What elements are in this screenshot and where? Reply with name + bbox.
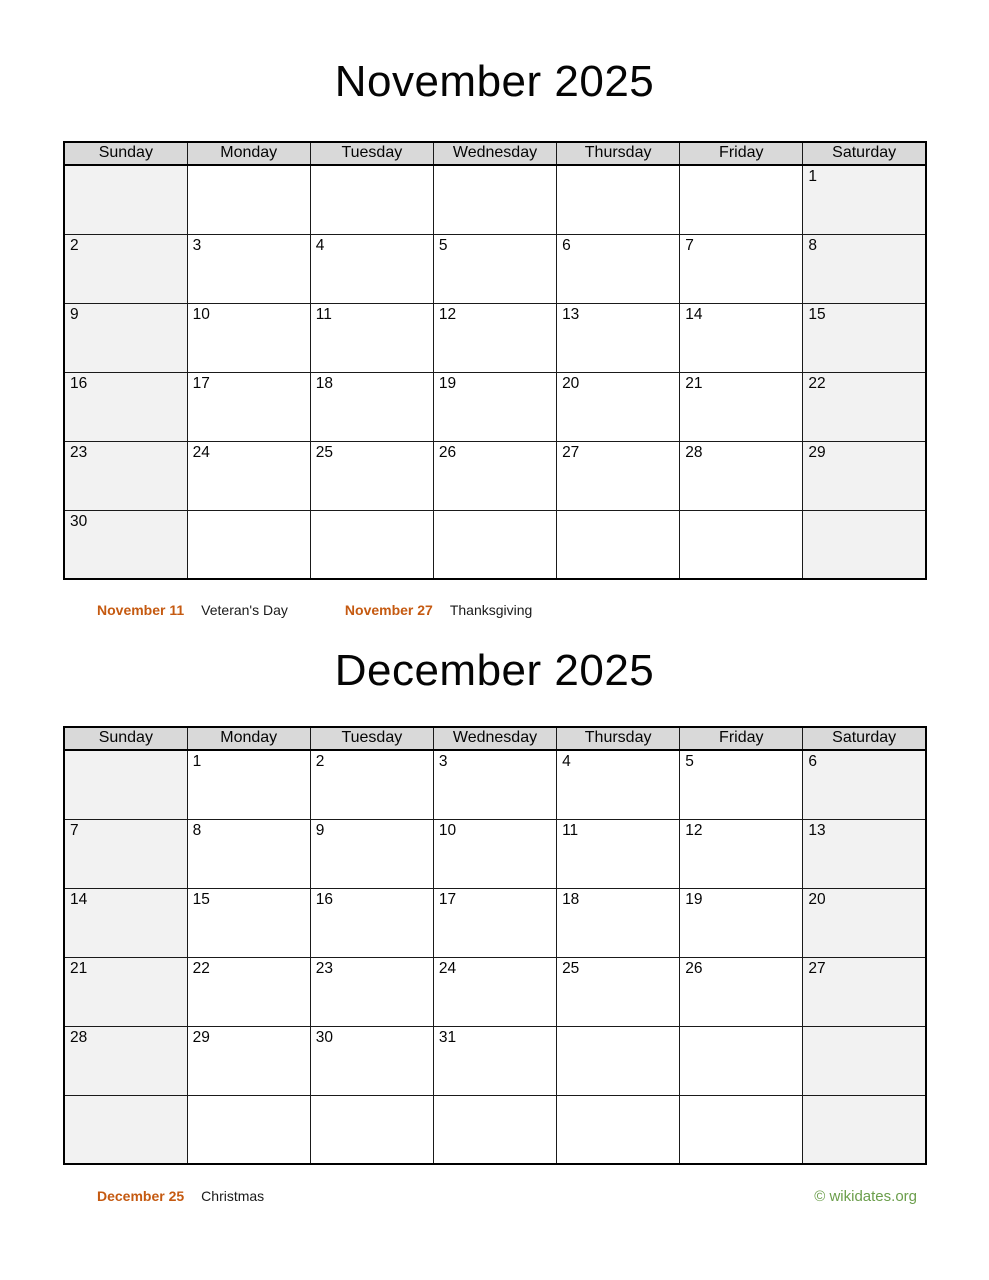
calendar-day-cell: 2	[310, 750, 433, 819]
calendar-day-cell: 10	[433, 819, 556, 888]
copyright-link[interactable]: © wikidates.org	[814, 1188, 917, 1205]
calendar-day-cell: 1	[187, 750, 310, 819]
calendar-day-cell: 4	[557, 750, 680, 819]
calendar-day-cell: 24	[187, 441, 310, 510]
weekday-header-friday: Friday	[680, 727, 803, 750]
calendar-day-cell: 5	[680, 750, 803, 819]
holiday-entry	[97, 1188, 264, 1205]
calendar-day-cell	[433, 1095, 556, 1164]
calendar-week-row	[64, 819, 926, 888]
calendar-day-cell: 14	[64, 888, 187, 957]
calendar-day-cell: 19	[433, 372, 556, 441]
calendar-day-cell: 5	[433, 234, 556, 303]
calendar-day-cell	[557, 165, 680, 234]
calendar-day-cell: 23	[310, 957, 433, 1026]
calendar-day-cell: 6	[803, 750, 926, 819]
calendar-week-row	[64, 888, 926, 957]
calendar-day-cell	[803, 1095, 926, 1164]
calendar-day-cell: 28	[680, 441, 803, 510]
weekday-header-wednesday: Wednesday	[433, 727, 556, 750]
calendar-day-cell: 31	[433, 1026, 556, 1095]
calendar-day-cell: 13	[803, 819, 926, 888]
calendar-day-cell: 2	[64, 234, 187, 303]
calendar-day-cell	[187, 1095, 310, 1164]
calendar-day-cell: 9	[64, 303, 187, 372]
holiday-name: Veteran's Day	[201, 602, 288, 618]
calendar-week-row	[64, 1026, 926, 1095]
calendar-day-cell: 8	[803, 234, 926, 303]
calendar-day-cell: 14	[680, 303, 803, 372]
calendar-day-cell	[557, 510, 680, 579]
calendar-day-cell: 17	[433, 888, 556, 957]
calendar-day-cell: 12	[680, 819, 803, 888]
page-footer	[97, 1188, 917, 1205]
holiday-date: November 27	[344, 602, 433, 618]
calendar-day-cell: 8	[187, 819, 310, 888]
december-holidays	[97, 1188, 264, 1205]
weekday-header-row	[64, 727, 926, 750]
calendar-day-cell: 1	[803, 165, 926, 234]
calendar-day-cell	[187, 165, 310, 234]
calendar-day-cell: 24	[433, 957, 556, 1026]
weekday-header-tuesday: Tuesday	[310, 142, 433, 165]
weekday-header-tuesday: Tuesday	[310, 727, 433, 750]
calendar-day-cell: 18	[557, 888, 680, 957]
calendar-day-cell	[433, 165, 556, 234]
calendar-day-cell	[680, 510, 803, 579]
december-calendar	[63, 726, 927, 1165]
calendar-day-cell: 7	[64, 819, 187, 888]
calendar-day-cell: 10	[187, 303, 310, 372]
calendar-week-row	[64, 510, 926, 579]
weekday-header-monday: Monday	[187, 727, 310, 750]
calendar-day-cell: 29	[187, 1026, 310, 1095]
holiday-name: Thanksgiving	[449, 602, 533, 618]
calendar-day-cell: 29	[803, 441, 926, 510]
weekday-header-sunday: Sunday	[64, 142, 187, 165]
calendar-day-cell: 16	[64, 372, 187, 441]
calendar-day-cell	[64, 1095, 187, 1164]
calendar-day-cell: 25	[310, 441, 433, 510]
calendar-day-cell: 4	[310, 234, 433, 303]
calendar-day-cell: 3	[433, 750, 556, 819]
calendar-week-row	[64, 372, 926, 441]
calendar-day-cell: 27	[803, 957, 926, 1026]
holiday-entry	[97, 602, 288, 619]
december-title: December 2025	[334, 646, 655, 695]
calendar-day-cell: 22	[803, 372, 926, 441]
calendar-day-cell: 20	[803, 888, 926, 957]
calendar-day-cell: 16	[310, 888, 433, 957]
calendar-day-cell: 9	[310, 819, 433, 888]
calendar-day-cell	[433, 510, 556, 579]
calendar-day-cell: 19	[680, 888, 803, 957]
calendar-day-cell	[680, 1026, 803, 1095]
calendar-day-cell	[310, 165, 433, 234]
calendar-week-row	[64, 303, 926, 372]
holiday-entry	[345, 602, 532, 619]
calendar-week-row	[64, 750, 926, 819]
calendar-week-row	[64, 441, 926, 510]
calendar-day-cell: 13	[557, 303, 680, 372]
calendar-day-cell: 23	[64, 441, 187, 510]
calendar-day-cell: 15	[803, 303, 926, 372]
calendar-day-cell: 28	[64, 1026, 187, 1095]
november-holidays	[97, 602, 989, 619]
calendar-day-cell: 11	[310, 303, 433, 372]
calendar-day-cell: 26	[433, 441, 556, 510]
calendar-day-cell	[803, 1026, 926, 1095]
weekday-header-row	[64, 142, 926, 165]
calendar-day-cell: 7	[680, 234, 803, 303]
calendar-day-cell: 18	[310, 372, 433, 441]
weekday-header-saturday: Saturday	[803, 727, 926, 750]
calendar-day-cell	[187, 510, 310, 579]
calendar-day-cell	[64, 750, 187, 819]
calendar-day-cell: 20	[557, 372, 680, 441]
calendar-day-cell	[680, 1095, 803, 1164]
calendar-day-cell	[64, 165, 187, 234]
calendar-week-row	[64, 165, 926, 234]
calendar-day-cell: 12	[433, 303, 556, 372]
calendar-day-cell	[310, 510, 433, 579]
november-calendar	[63, 141, 927, 580]
holiday-name: Christmas	[201, 1188, 265, 1204]
calendar-day-cell	[803, 510, 926, 579]
weekday-header-thursday: Thursday	[557, 142, 680, 165]
holiday-date: December 25	[97, 1188, 185, 1204]
calendar-day-cell: 30	[64, 510, 187, 579]
calendar-day-cell: 21	[64, 957, 187, 1026]
calendar-day-cell: 6	[557, 234, 680, 303]
calendar-day-cell: 15	[187, 888, 310, 957]
calendar-day-cell	[310, 1095, 433, 1164]
calendar-day-cell	[557, 1026, 680, 1095]
weekday-header-friday: Friday	[680, 142, 803, 165]
weekday-header-wednesday: Wednesday	[433, 142, 556, 165]
calendar-day-cell: 11	[557, 819, 680, 888]
calendar-day-cell: 25	[557, 957, 680, 1026]
weekday-header-thursday: Thursday	[557, 727, 680, 750]
holiday-date: November 11	[97, 602, 185, 618]
weekday-header-sunday: Sunday	[64, 727, 187, 750]
calendar-day-cell: 27	[557, 441, 680, 510]
calendar-day-cell: 26	[680, 957, 803, 1026]
calendar-day-cell: 17	[187, 372, 310, 441]
november-title: November 2025	[334, 57, 655, 106]
calendar-week-row	[64, 1095, 926, 1164]
calendar-week-row	[64, 234, 926, 303]
calendar-day-cell: 21	[680, 372, 803, 441]
calendar-day-cell: 22	[187, 957, 310, 1026]
calendar-day-cell	[557, 1095, 680, 1164]
calendar-day-cell	[680, 165, 803, 234]
calendar-week-row	[64, 957, 926, 1026]
weekday-header-monday: Monday	[187, 142, 310, 165]
calendar-day-cell: 3	[187, 234, 310, 303]
calendar-day-cell: 30	[310, 1026, 433, 1095]
weekday-header-saturday: Saturday	[803, 142, 926, 165]
